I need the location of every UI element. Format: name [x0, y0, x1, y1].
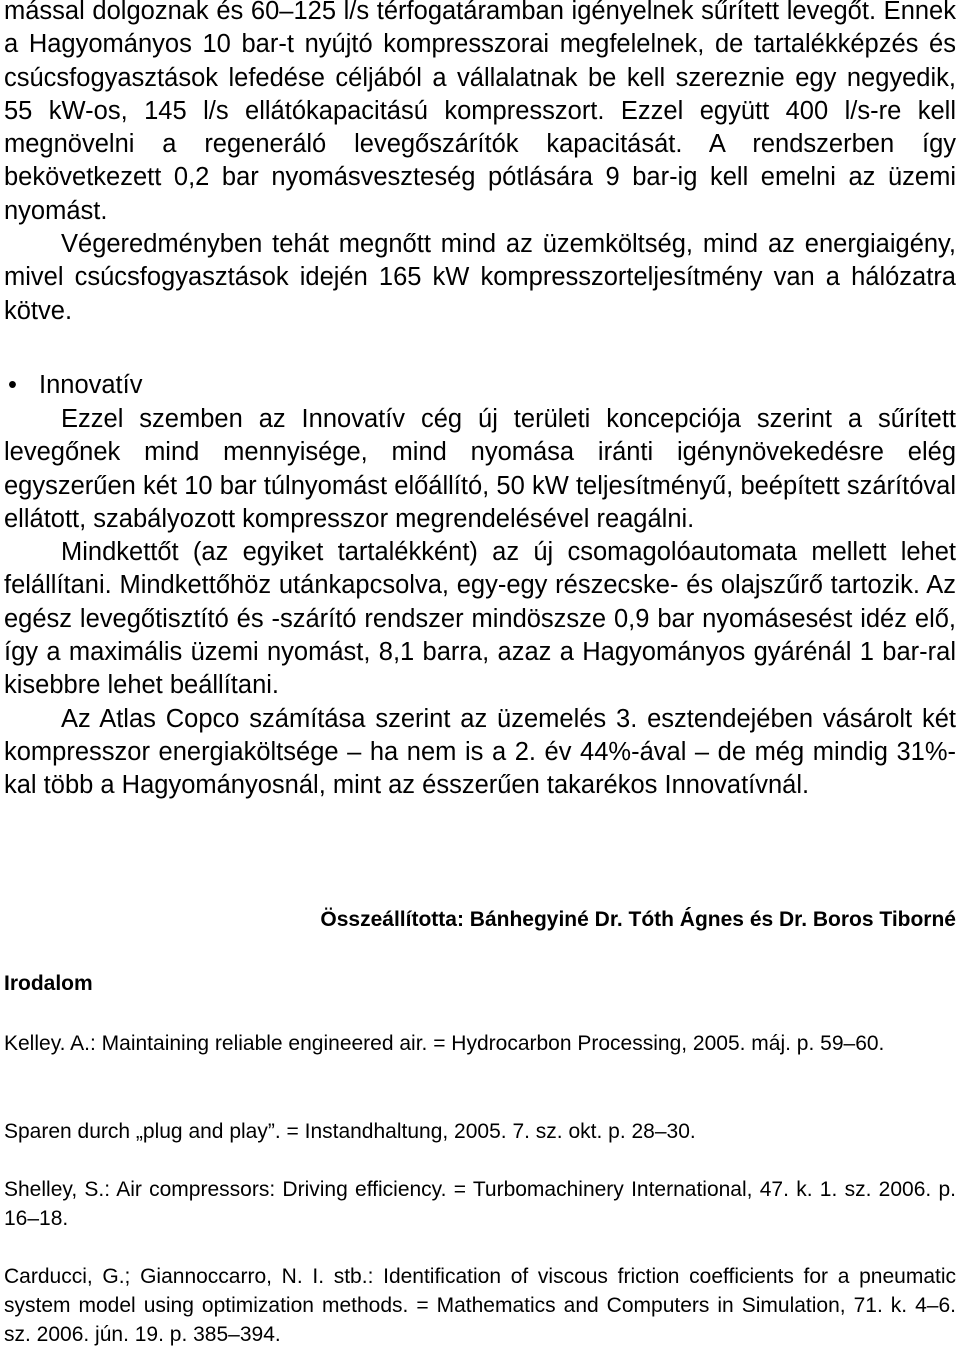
innovativ-section	[4, 403, 956, 803]
author-credits: Összeállította: Bánhegyiné Dr. Tóth Ágnes és Dr. Boros Tiborné	[320, 908, 956, 931]
reference-item: Sparen durch „plug and play”. = Instandhaltung, 2005. 7. sz. okt. p. 28–30.	[4, 1120, 696, 1143]
paragraph-1: mással dolgoznak és 60–125 l/s térfogatáramban igényelnek sűrített levegőt. Ennek a Hagyományos 10 bar-t nyújtó kompresszorai megfelelnek, de tartalékképzés és csúcsfogyasztások lefedése céljából a vállalatnak be kell szereznie egy negyedik, 55 kW-os, 145 l/s ellátókapacitású kompresszort. Ezzel együtt 400 l/s-re kell megnövelni a regeneráló levegőszárítók kapacitását. A rendszerben így bekövetkezett 0,2 bar nyomásveszteség pótlására 9 bar-ig kell emelni az üzemi nyomást.	[4, 0, 956, 225]
intro-text	[4, 0, 956, 328]
literature-heading: Irodalom	[4, 972, 93, 995]
reference-item: Kelley. A.: Maintaining reliable engineered air. = Hydrocarbon Processing, 2005. máj. p. 59–60.	[4, 1032, 885, 1055]
reference-item: Carducci, G.; Giannoccarro, N. I. stb.: Identification of viscous friction coefficients for a pneumatic system model using optimization methods. = Mathematics and Computers in Simulation, 71. k. 4–6. sz. 2006. jún. 19. p. 385–394.	[4, 1265, 956, 1346]
bullet-label: Innovatív	[39, 371, 143, 399]
bullet-icon: •	[8, 371, 17, 399]
innovativ-paragraph-1: Ezzel szemben az Innovatív cég új területi koncepciója szerint a sűrített levegőnek mind mennyisége, mind nyomása iránti igénynövekedésre elég egyszerűen két 10 bar túlnyomást előállító, 50 kW teljesítményű, beépített szárítóval ellátott, szabályozott kompresszor megrendelésével reagálni.	[4, 405, 956, 533]
innovativ-paragraph-3: Az Atlas Copco számítása szerint az üzemelés 3. esztendejében vásárolt két kompresszor energiaköltsége – ha nem is a 2. év 44%-ával – de még mindig 31%-kal több a Hagyományosnál, mint az ésszerűen takarékos Innovatívnál.	[4, 704, 956, 800]
paragraph-2: Végeredményben tehát megnőtt mind az üzemköltség, mind az energiaigény, mivel csúcsfogyasztások idején 165 kW kompresszorteljesítmény van a hálózatra kötve.	[4, 230, 956, 325]
reference-item: Shelley, S.: Air compressors: Driving efficiency. = Turbomachinery International, 47. k. 1. sz. 2006. p. 16–18.	[4, 1178, 956, 1230]
innovativ-paragraph-2: Mindkettőt (az egyiket tartalékként) az új csomagolóautomata mellett lehet felállítani. Mindkettőhöz utánkapcsolva, egy-egy részecske- és olajszűrő tartozik. Az egész levegőtisztító és -szárító rendszer mindöszsze 0,9 bar nyomásesést idéz elő, így a maximális üzemi nyomást, 8,1 barra, azaz a Hagyományos gyárénál 1 bar-ral kisebbre lehet beállítani.	[4, 538, 956, 700]
